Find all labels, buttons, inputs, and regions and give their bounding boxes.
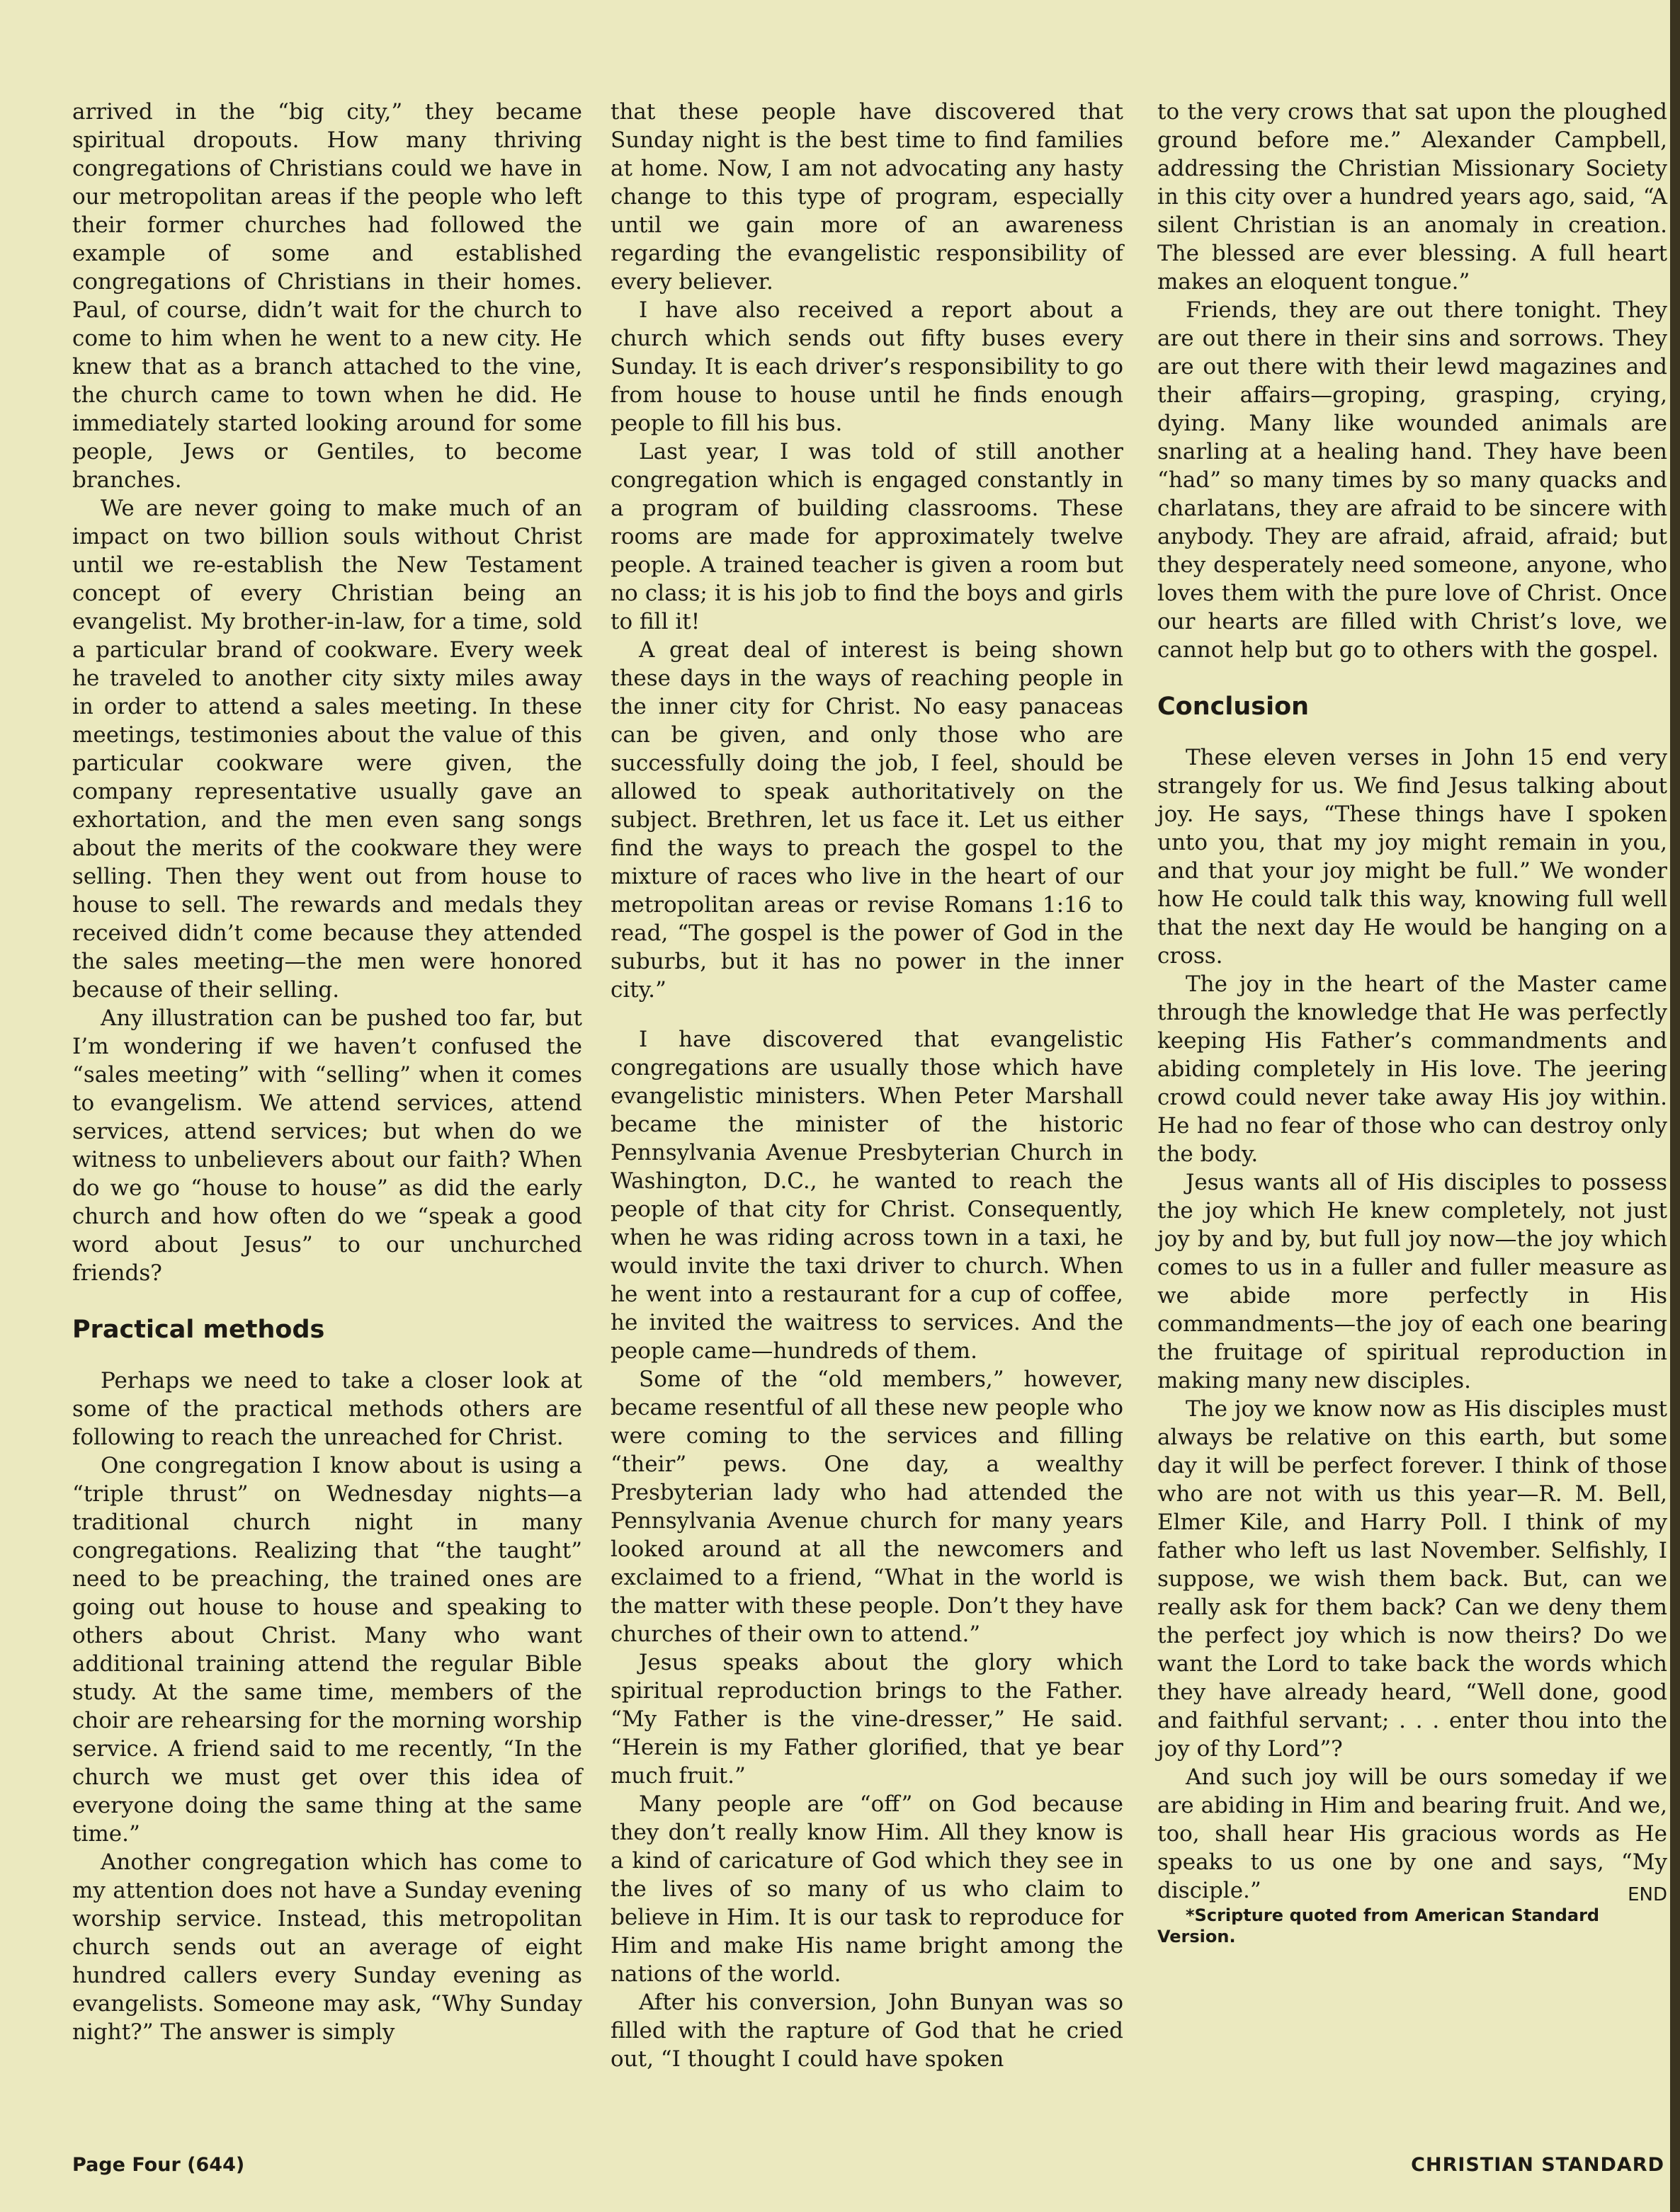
section-heading-conclusion: Conclusion xyxy=(1157,692,1310,721)
paragraph: arrived in the “big city,” they became spiritual dropouts. How many thriving congregations of Christians could we have in our metropolitan areas if the people who left their former churches had followed the example of some and established congregations of Christians in their homes. Paul, of course, didn’t wait for the church to come to him when he went to a new city. He knew that as a branch attached to the vine, the church came to town when he did. He immediately started looking around for some people, Jews or Gentiles, to become branches. xyxy=(72,99,582,493)
paragraph: One congregation I know about is using a “triple thrust” on Wednesday nights—a traditional church night in many congregations. Realizing that “the taught” need to be preaching, the trained ones are going out house to house and speaking to others about Christ. Many who want additional training attend the regular Bible study. At the same time, members of the choir are rehearsing for the morning worship service. A friend said to me recently, “In the church we must get over this idea of everyone doing the same thing at the same time.” xyxy=(72,1453,582,1847)
paragraph: Friends, they are out there tonight. They are out there in their sins and sorrows. They are out there with their lewd magazines and their affairs—groping, grasping, crying, dying. Many like wounded animals are snarling at a healing hand. They have been “had” so many times by so many quacks and charlatans, they are afraid to be sincere with anybody. They are afraid, afraid, afraid; but they desperately need someone, anyone, who loves them with the pure love of Christ. Once our hearts are filled with Christ’s love, we cannot help but go to others with the gospel. xyxy=(1157,297,1667,663)
paragraph: We are never going to make much of an impact on two billion souls without Christ until we re-establish the New Testament concept of every Christian being an evangelist. My brother-in-law, for a time, sold a particular brand of cookware. Every week he traveled to another city sixty miles away in order to attend a sales meeting. In these meetings, testimonies about the value of this particular cookware were given, the company representative usually gave an exhortation, and the men even sang songs about the merits of the cookware they were selling. Then they went out from house to house to sell. The rewards and medals they received didn’t come because they attended the sales meeting—the men were honored because of their selling. xyxy=(72,496,582,1003)
column-1 xyxy=(72,98,582,2046)
page-number: Page Four (644) xyxy=(72,2154,245,2176)
closing-paragraph-text: And such joy will be ours someday if we are abiding in Him and bearing fruit. And we, too, shall hear His gracious words as He speaks to us one by one and says, “My disciple.” xyxy=(1157,1765,1667,1903)
paragraph: After his conversion, John Bunyan was so filled with the rapture of God that he cried out, “I thought I could have spoken xyxy=(611,1990,1123,2072)
paragraph: The joy in the heart of the Master came through the knowledge that He was perfectly keeping His Father’s commandments and abiding completely in His love. The jeering crowd could never take away His joy within. He had no fear of those who can destroy only the body. xyxy=(1157,971,1667,1167)
paragraph: These eleven verses in John 15 end very strangely for us. We find Jesus talking about joy. He says, “These things have I spoken unto you, that my joy might remain in you, and that your joy might be full.” We wonder how He could talk this way, knowing full well that the next day He would be hanging on a cross. xyxy=(1157,745,1667,969)
column-3 xyxy=(1157,98,1667,1947)
column-2 xyxy=(611,98,1123,2073)
paragraph: A great deal of interest is being shown these days in the ways of reaching people in the inner city for Christ. No easy panaceas can be given, and only those who are successfully doing the job, I feel, should be allowed to speak authoritatively on the subject. Brethren, let us face it. Let us either find the ways to preach the gospel to the mixture of races who live in the heart of our metropolitan areas or revise Romans 1:16 to read, “The gospel is the power of God in the suburbs, but it has no power in the inner city.” xyxy=(611,637,1123,1003)
paragraph: Many people are “off” on God because they don’t really know Him. All they know is a kind of caricature of God which they see in the lives of so many of us who claim to believe in Him. It is our task to reproduce for Him and make His name bright among the nations of the world. xyxy=(611,1791,1123,1987)
scan-edge xyxy=(1670,0,1680,2212)
paragraph: Perhaps we need to take a closer look at some of the practical methods others are following to reach the unreached for Christ. xyxy=(72,1368,582,1450)
paragraph xyxy=(1157,1763,1667,1905)
paragraph: The joy we know now as His disciples must always be relative on this earth, but some day it will be perfect forever. I think of those who are not with us this year—R. M. Bell, Elmer Kile, and Harry Poll. I think of my father who left us last November. Selfishly, I suppose, we wish them back. But, can we really ask for them back? Can we deny them the perfect joy which is now theirs? Do we want the Lord to take back the words which they have already heard, “Well done, good and faithful servant; . . . enter thou into the joy of thy Lord”? xyxy=(1157,1396,1667,1762)
scripture-footnote: *Scripture quoted from American Standard Version. xyxy=(1157,1905,1600,1946)
paragraph: Another congregation which has come to my attention does not have a Sunday evening worship service. Instead, this metropolitan church sends out an average of eight hundred callers every Sunday evening as evangelists. Someone may ask, “Why Sunday night?” The answer is simply xyxy=(72,1849,582,2045)
paragraph: that these people have discovered that Sunday night is the best time to find families at home. Now, I am not advocating any hasty change to this type of program, especially until we gain more of an awareness regarding the evangelistic responsibility of every believer. xyxy=(611,99,1123,295)
paragraph: Jesus wants all of His disciples to possess the joy which He knew completely, not just joy by and by, but full joy now—the joy which comes to us in a fuller and fuller measure as we abide more perfectly in His commandments—the joy of each one bearing the fruitage of spiritual reproduction in making many new disciples. xyxy=(1157,1170,1667,1393)
end-mark: END xyxy=(1628,1884,1667,1905)
paragraph: to the very crows that sat upon the ploughed ground before me.” Alexander Campbell, addressing the Christian Missionary Society in this city over a hundred years ago, said, “A silent Christian is an anomaly in creation. The blessed are ever blessing. A full heart makes an eloquent tongue.” xyxy=(1157,99,1667,295)
paragraph: Any illustration can be pushed too far, but I’m wondering if we haven’t confused the “sales meeting” with “selling” when it comes to evangelism. We attend services, attend services, attend services; but when do we witness to unbelievers about our faith? When do we go “house to house” as did the early church and how often do we “speak a good word about Jesus” to our unchurched friends? xyxy=(72,1005,582,1286)
paragraph: Last year, I was told of still another congregation which is engaged constantly in a program of building classrooms. These rooms are made for approximately twelve people. A trained teacher is given a room but no class; it is his job to find the boys and girls to fill it! xyxy=(611,439,1123,634)
section-heading-practical-methods: Practical methods xyxy=(72,1316,325,1344)
publication-name: CHRISTIAN STANDARD xyxy=(1411,2154,1664,2176)
paragraph: Jesus speaks about the glory which spiritual reproduction brings to the Father. “My Father is the vine-dresser,” He said. “Herein is my Father glorified, that ye bear much fruit.” xyxy=(611,1650,1123,1789)
paragraph: Some of the “old members,” however, became resentful of all these new people who were coming to the services and filling “their” pews. One day, a wealthy Presbyterian lady who had attended the Pennsylvania Avenue church for many years looked around at all the newcomers and exclaimed to a friend, “What in the world is the matter with these people. Don’t they have churches of their own to attend.” xyxy=(611,1367,1123,1647)
paragraph: I have also received a report about a church which sends out fifty buses every Sunday. It is each driver’s responsibility to go from house to house until he finds enough people to fill his bus. xyxy=(611,297,1123,436)
paragraph: I have discovered that evangelistic congregations are usually those which have evangelistic ministers. When Peter Marshall became the minister of the historic Pennsylvania Avenue Presbyterian Church in Washington, D.C., he wanted to reach the people of that city for Christ. Consequently, when he was riding across town in a taxi, he would invite the taxi driver to church. When he went into a restaurant for a cup of coffee, he invited the waitress to services. And the people came—hundreds of them. xyxy=(611,1027,1123,1364)
